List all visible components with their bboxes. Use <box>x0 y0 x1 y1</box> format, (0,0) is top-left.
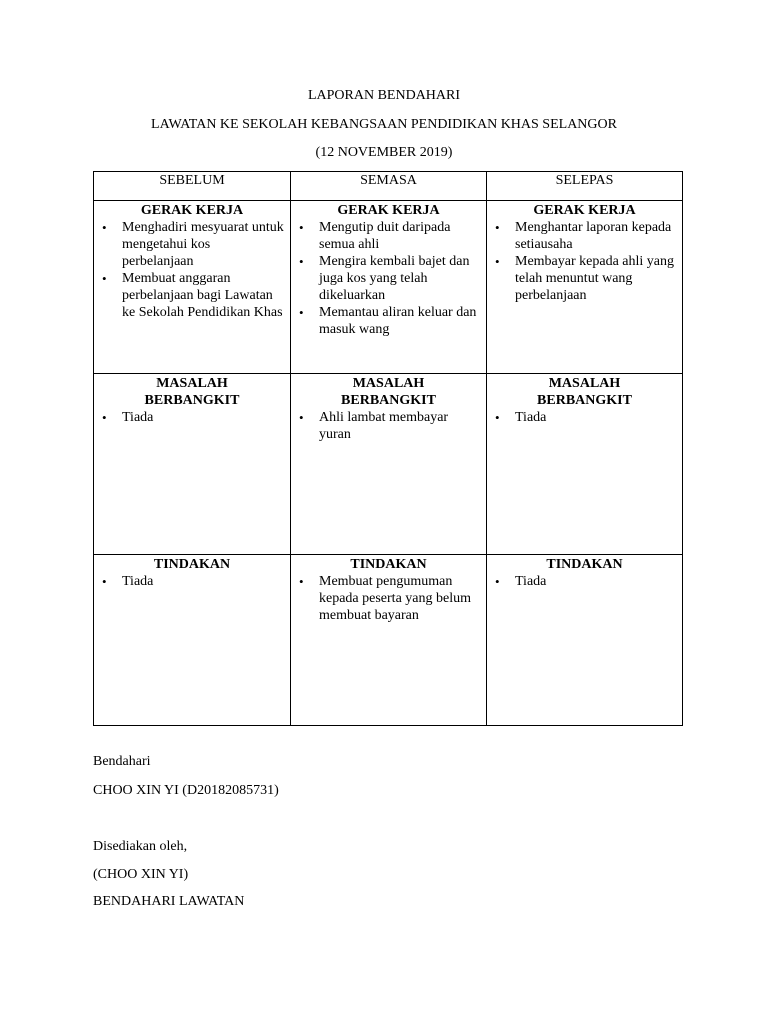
list-item: • Mengira kembali bajet dan juga kos yang telah dikeluarkan <box>319 253 480 304</box>
list-item: • Tiada <box>122 409 284 426</box>
section-title: TINDAKAN <box>546 557 623 572</box>
section-title: MASALAH BERBANGKIT <box>537 376 632 408</box>
section-title: MASALAH BERBANGKIT <box>341 376 436 408</box>
footer-name: (CHOO XIN YI) <box>93 867 189 882</box>
list-item: • Tiada <box>515 573 676 590</box>
list-item: • Membuat pengumuman kepada peserta yang belum membuat bayaran <box>319 573 480 624</box>
column-header: SEMASA <box>290 171 487 201</box>
list-item: • Membuat anggaran perbelanjaan bagi Lawatan ke Sekolah Pendidikan Khas <box>122 270 284 321</box>
footer-position: BENDAHARI LAWATAN <box>93 894 245 909</box>
section-title: TINDAKAN <box>350 557 427 572</box>
section-title: GERAK KERJA <box>533 203 636 218</box>
footer-role: Bendahari <box>93 754 151 769</box>
table-cell <box>290 554 487 726</box>
list-item: • Tiada <box>122 573 284 590</box>
bullet-list <box>297 219 480 338</box>
list-item: • Ahli lambat membayar yuran <box>319 409 480 443</box>
column-header: SEBELUM <box>93 171 291 201</box>
report-subtitle: LAWATAN KE SEKOLAH KEBANGSAAN PENDIDIKAN KHAS SELANGOR <box>151 117 617 132</box>
column-header: SELEPAS <box>486 171 683 201</box>
bullet-list <box>493 573 676 590</box>
table-cell <box>486 200 683 374</box>
table-cell <box>486 554 683 726</box>
bullet-list <box>493 409 676 426</box>
report-date: (12 NOVEMBER 2019) <box>315 145 453 160</box>
table-cell <box>93 373 291 555</box>
section-title: GERAK KERJA <box>140 203 244 218</box>
table-cell <box>93 200 291 374</box>
bullet-list <box>297 573 480 624</box>
bullet-list <box>493 219 676 304</box>
footer-prepared-by: Disediakan oleh, <box>93 839 188 854</box>
list-item: • Mengutip duit daripada semua ahli <box>319 219 480 253</box>
bullet-list <box>100 573 284 590</box>
table-cell <box>93 554 291 726</box>
report-title: LAPORAN BENDAHARI <box>307 88 461 103</box>
section-title: TINDAKAN <box>153 557 231 572</box>
bullet-list <box>100 219 284 321</box>
list-item: • Menghantar laporan kepada setiausaha <box>515 219 676 253</box>
table-cell <box>486 373 683 555</box>
list-item: • Membayar kepada ahli yang telah menuntut wang perbelanjaan <box>515 253 676 304</box>
report-table <box>93 171 683 726</box>
list-item: • Menghadiri mesyuarat untuk mengetahui kos perbelanjaan <box>122 219 284 270</box>
bullet-list <box>297 409 480 443</box>
section-title: GERAK KERJA <box>337 203 440 218</box>
footer-name-id: CHOO XIN YI (D20182085731) <box>93 783 279 798</box>
bullet-list <box>100 409 284 426</box>
list-item: • Memantau aliran keluar dan masuk wang <box>319 304 480 338</box>
list-item: • Tiada <box>515 409 676 426</box>
table-cell <box>290 200 487 374</box>
table-cell <box>290 373 487 555</box>
section-title: MASALAH BERBANGKIT <box>144 376 240 408</box>
